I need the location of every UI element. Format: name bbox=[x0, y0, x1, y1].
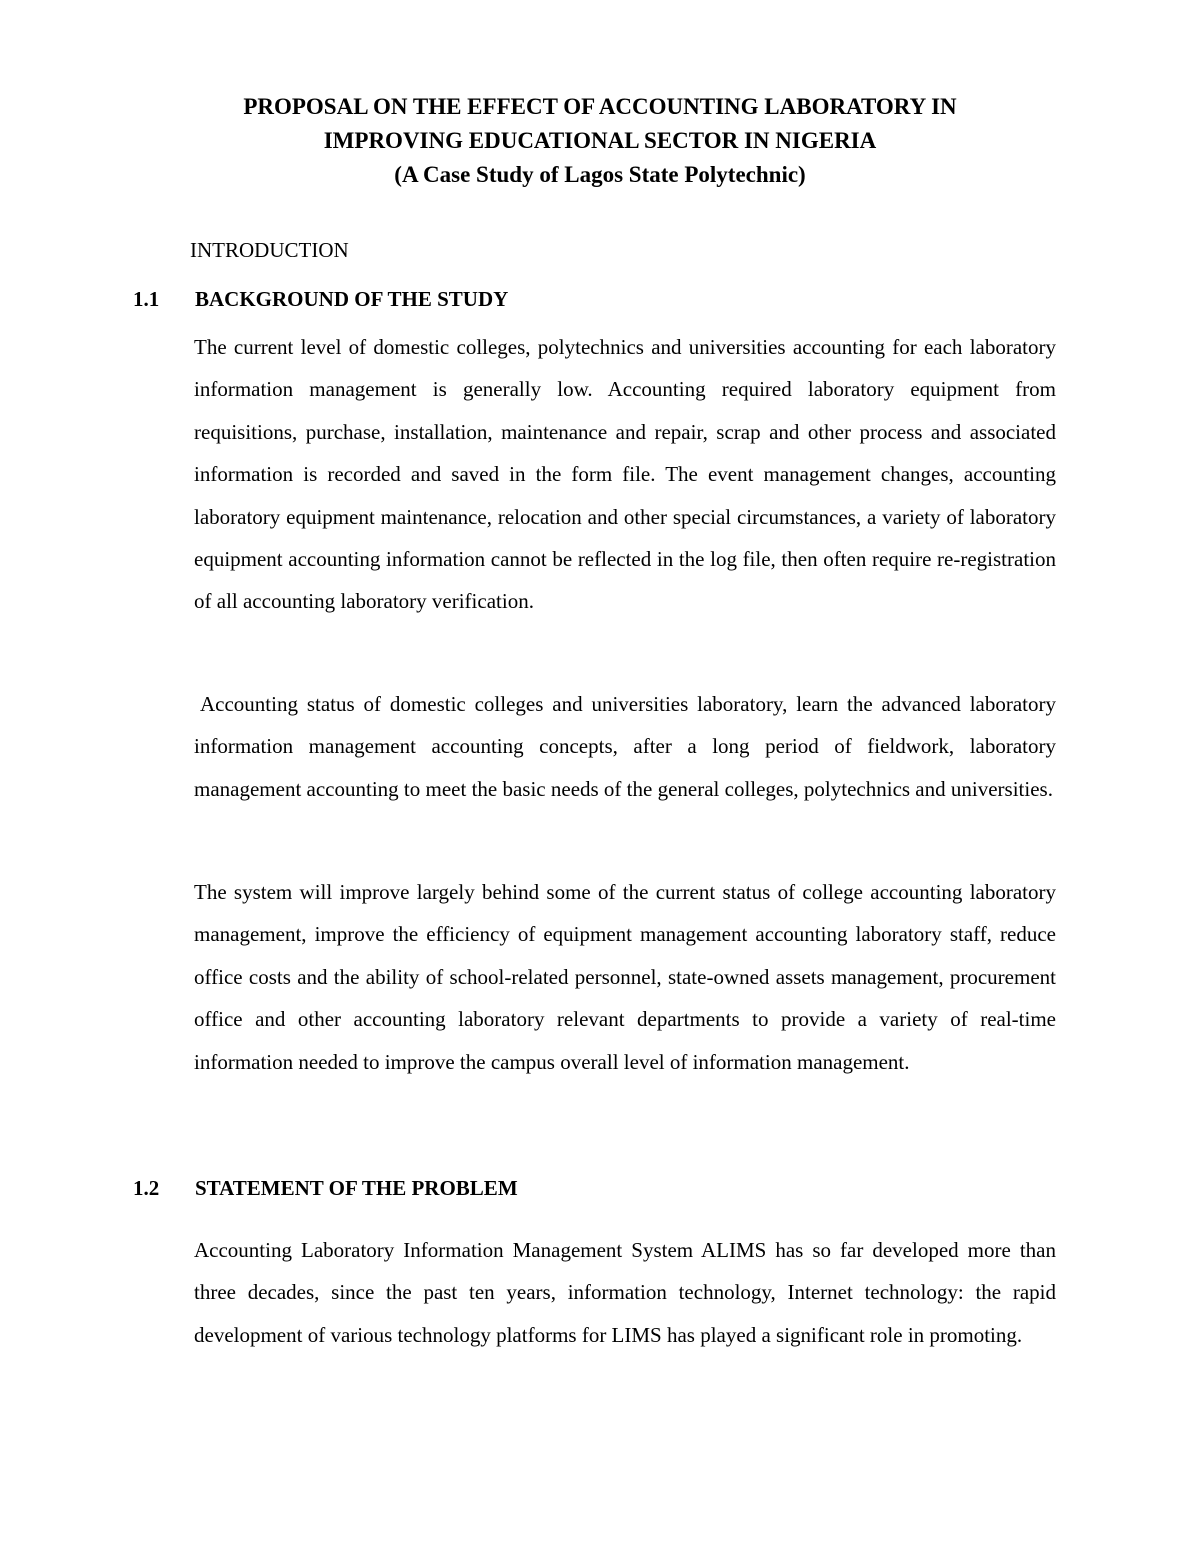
title-line-1: PROPOSAL ON THE EFFECT OF ACCOUNTING LABORATORY IN bbox=[243, 94, 957, 119]
section-1-1-paragraph-3: The system will improve largely behind some of the current status of college accounting laboratory management, improve the efficiency of equipment management accounting laboratory staff, reduce office costs and the ability of school-related personnel, state-owned assets management, procurement office and other accounting laboratory relevant departments to provide a variety of real-time information needed to improve the campus overall level of information management. bbox=[194, 880, 1056, 1074]
section-number: 1.1 bbox=[133, 287, 160, 311]
section-title: BACKGROUND OF THE STUDY bbox=[195, 287, 509, 311]
section-1-2-heading bbox=[133, 1173, 518, 1203]
section-1-2-paragraph-1: Accounting Laboratory Information Management System ALIMS has so far developed more than three decades, since the past ten years, information technology, Internet technology: the rapid development of various technology platforms for LIMS has played a significant role in promoting. bbox=[194, 1238, 1056, 1347]
section-1-1-paragraph-2: Accounting status of domestic colleges and universities laboratory, learn the advanced laboratory information management accounting concepts, after a long period of fieldwork, laboratory management accounting to meet the basic needs of the general colleges, polytechnics and universities. bbox=[194, 692, 1056, 801]
title-line-2: IMPROVING EDUCATIONAL SECTOR IN NIGERIA bbox=[323, 128, 877, 153]
section-1-1-paragraph-1: The current level of domestic colleges, polytechnics and universities accounting for each laboratory information management is generally low. Accounting required laboratory equipment from requisitions, purchase, installation, maintenance and repair, scrap and other process and associated information is recorded and saved in the form file. The event management changes, accounting laboratory equipment maintenance, relocation and other special circumstances, a variety of laboratory equipment accounting information cannot be reflected in the log file, then often require re-registration of all accounting laboratory verification. bbox=[194, 335, 1056, 614]
document-title bbox=[100, 90, 1100, 192]
section-number: 1.2 bbox=[133, 1176, 160, 1200]
section-title: STATEMENT OF THE PROBLEM bbox=[195, 1176, 518, 1200]
section-1-1-heading bbox=[133, 284, 508, 314]
title-line-3-subtitle: (A Case Study of Lagos State Polytechnic) bbox=[394, 162, 806, 187]
introduction-heading: INTRODUCTION bbox=[190, 238, 349, 262]
